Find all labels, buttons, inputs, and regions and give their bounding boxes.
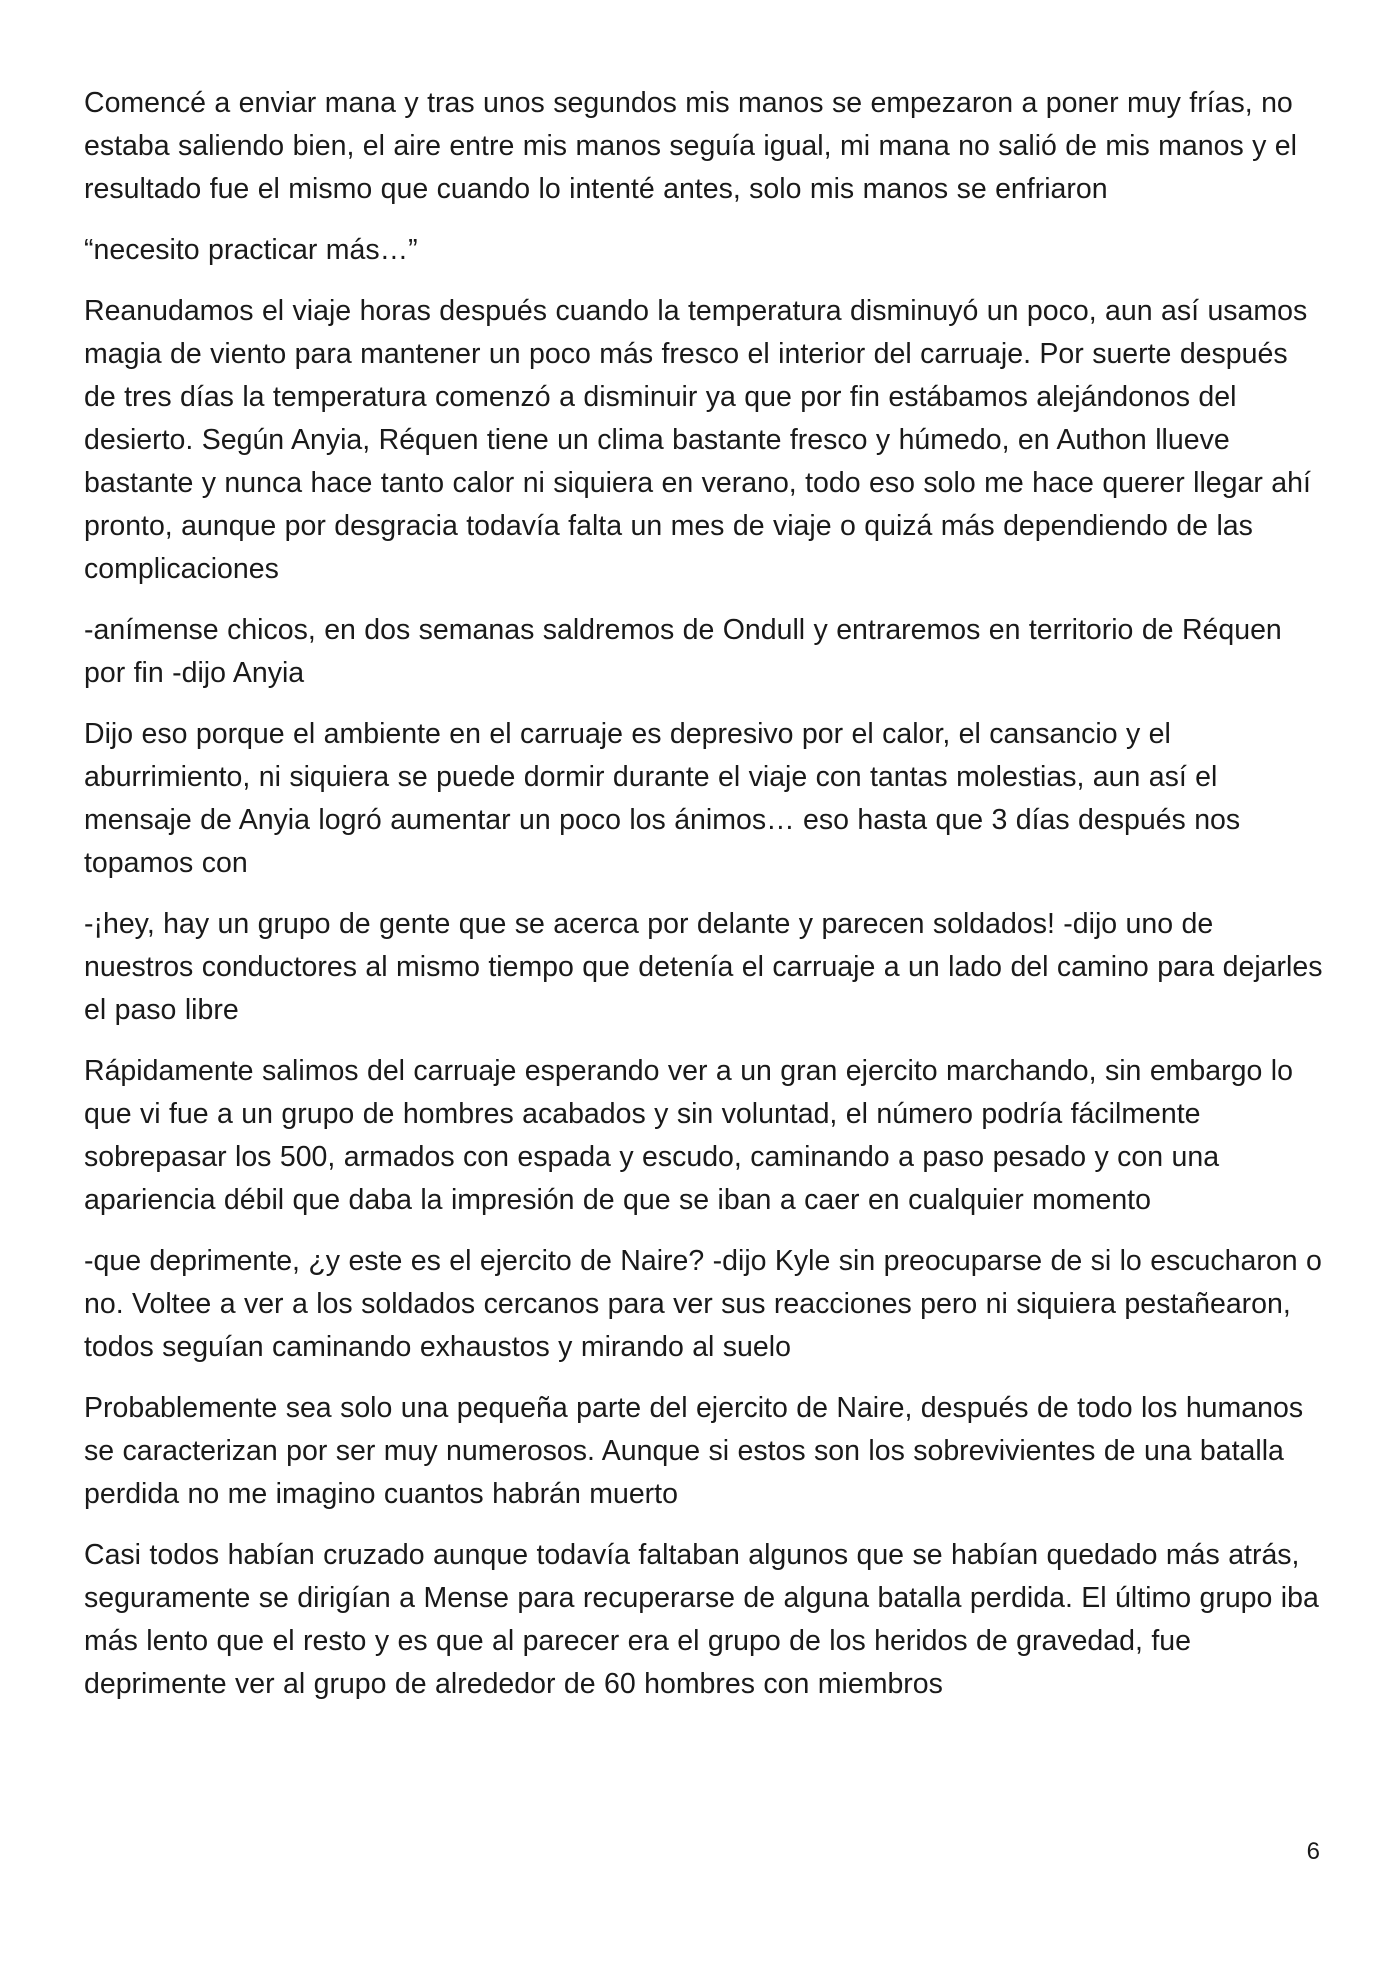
paragraph: Casi todos habían cruzado aunque todavía faltaban algunos que se habían quedado más atrás, seguramente se dirigían a Mense para recuperarse de alguna batalla perdida. El último grupo iba más lento que el resto y es que al parecer era el grupo de los heridos de gravedad, fue deprimente ver al grupo de alrededor de 60 hombres con miembros	[84, 1539, 1319, 1700]
paragraph: -¡hey, hay un grupo de gente que se acerca por delante y parecen soldados! -dijo uno de nuestros conductores al mismo tiempo que detenía el carruaje a un lado del camino para dejarles el paso libre	[84, 908, 1323, 1026]
paragraph: -anímense chicos, en dos semanas saldremos de Ondull y entraremos en territorio de Réquen por fin -dijo Anyia	[84, 614, 1282, 689]
paragraph: Reanudamos el viaje horas después cuando la temperatura disminuyó un poco, aun así usamos magia de viento para mantener un poco más fresco el interior del carruaje. Por suerte después de tres días la temperatura comenzó a disminuir ya que por fin estábamos alejándonos del desierto. Según Anyia, Réquen tiene un clima bastante fresco y húmedo, en Authon llueve bastante y nunca hace tanto calor ni siquiera en verano, todo eso solo me hace querer llegar ahí pronto, aunque por desgracia todavía falta un mes de viaje o quizá más dependiendo de las complicaciones	[84, 295, 1311, 585]
page-number: 6	[1306, 1838, 1320, 1865]
paragraph: Dijo eso porque el ambiente en el carruaje es depresivo por el calor, el cansancio y el aburrimiento, ni siquiera se puede dormir durante el viaje con tantas molestias, aun así el mensaje de Anyia logró aumentar un poco los ánimos… eso hasta que 3 días después nos topamos con	[84, 718, 1241, 879]
paragraph: -que deprimente, ¿y este es el ejercito de Naire? -dijo Kyle sin preocuparse de si lo escucharon o no. Voltee a ver a los soldados cercanos para ver sus reacciones pero ni siquiera pestañearon, todos seguían caminando exhaustos y mirando al suelo	[84, 1245, 1322, 1363]
paragraph: Rápidamente salimos del carruaje esperando ver a un gran ejercito marchando, sin embargo lo que vi fue a un grupo de hombres acabados y sin voluntad, el número podría fácilmente sobrepasar los 500, armados con espada y escudo, caminando a paso pesado y con una apariencia débil que daba la impresión de que se iban a caer en cualquier momento	[84, 1055, 1293, 1216]
paragraph: Comencé a enviar mana y tras unos segundos mis manos se empezaron a poner muy frías, no estaba saliendo bien, el aire entre mis manos seguía igual, mi mana no salió de mis manos y el resultado fue el mismo que cuando lo intenté antes, solo mis manos se enfriaron	[84, 87, 1297, 205]
paragraph: “necesito practicar más…”	[84, 234, 418, 266]
body-text	[84, 82, 1324, 1724]
paragraph: Probablemente sea solo una pequeña parte del ejercito de Naire, después de todo los humanos se caracterizan por ser muy numerosos. Aunque si estos son los sobrevivientes de una batalla perdida no me imagino cuantos habrán muerto	[84, 1392, 1304, 1510]
